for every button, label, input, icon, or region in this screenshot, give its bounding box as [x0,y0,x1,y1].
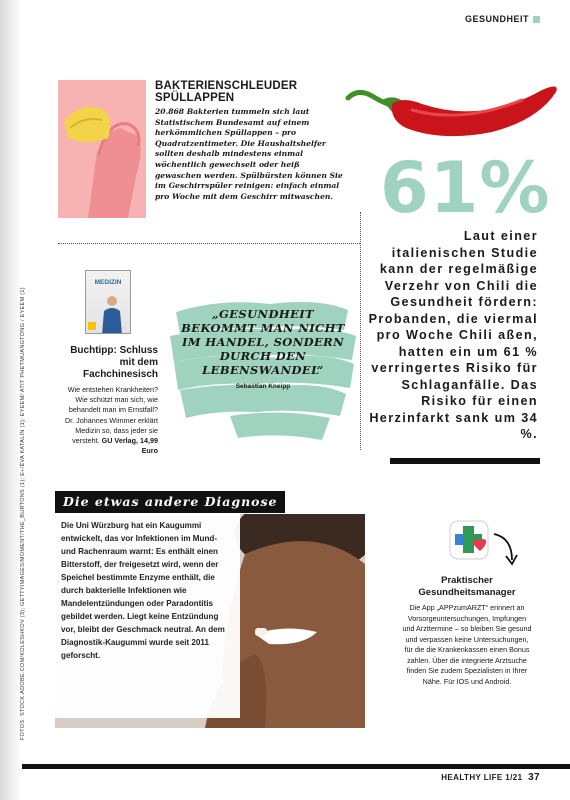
magazine-issue: HEALTHY LIFE 1/21 [441,773,523,782]
quote-text: „GESUNDHEIT BEKOMMT MAN NICHT IM HANDEL, SONDERN DURCH DEN LEBENSWANDEL“ [181,307,345,377]
sponge-article-body: 20.868 Bakterien tummeln sich laut Statistischem Bundesamt auf einem herkömmlichen Spüllappen – pro Quadratzentimeter. Die Haushaltshelfer sollten deshalb mindestens einmal wöchentlich gewechselt oder heiß gewaschen werden. Spülbürsten können Sie im Geschirrspüler reinigen: einfach einmal pro Woche mit dem Geschirr mitwaschen. [155,107,343,201]
page-footer [441,772,540,783]
book-cover-badge [88,322,96,330]
diagnosis-title: Die etwas andere Diagnose [55,491,285,513]
book-cover-image [85,270,131,334]
page-gutter-shadow [0,0,22,800]
diagnosis-text-box [55,514,240,718]
app-tip-title: Praktischer Gesundheitsmanager [418,575,516,598]
dotted-divider-horizontal [58,243,360,244]
book-cover-title: MEDIZIN [94,279,122,286]
quote-author: Sebastian Kneipp [235,383,291,390]
chili-percent-figure: 61% [380,147,551,229]
kneipp-quote [178,307,348,390]
sponge-article-title: BAKTERIENSCHLEUDER SPÜLLAPPEN [155,80,298,104]
chili-study-text: Laut einer italienischen Studie kann der regelmäßige Verzehr von Chili die Gesundheit fördern: Probanden, die viermal pro Woche Chili aßen, hatten ein um 61 % verringertes Risiko für Schlaganfälle. Das Risiko für einen Herzinfarkt sank um 34 %. [368,229,538,441]
app-tip-body: Die App „APPzumARZT“ erinnert an Vorsorgeuntersuchungen, Impfungen und Arzttermine – so bleiben Sie gesund und verpassen keine Untersuchungen, für die die Krankenkassen einen Bonus zahlen. Über die integrierte Arztsuche finden Sie zudem Spezialisten in Ihrer Nähe. Für IOS und Android. [402,603,532,686]
book-tip-description: Wie entstehen Krankheiten? Wie schützt man sich, wie behandelt man im Ernstfall? Dr. Johannes Wimmer erklärt Medizin so, dass jeder sie versteht. [64,385,158,446]
book-tip-title: Buchtipp: Schluss mit dem Fachchinesisch [70,345,158,380]
app-logo-icon [449,520,489,560]
chili-section-rule [390,458,540,464]
diagnosis-body: Die Uni Würzburg hat ein Kaugummi entwickelt, das vor Infektionen im Mund- und Rachenraum warnt: Es enthält einen Bitterstoff, der freigesetzt wird, wenn der Speichel bestimmte Enzyme enthält, die durch bakterielle Infektionen wie Mandelentzündungen oder Paradontitis gebildet werden. Liegt keine Entzündung vor, bleibt der Geschmack neutral. An dem Diagnostik-Kaugummi wurde seit 2011 geforscht. [61,521,225,660]
photo-credits: FOTOS: STOCK.ADOBE.COM/KOLESHKOV (3); GETTYIMAGES/MOMENT/THE_BURTONS (1); E+/ÉVA KATALIN (1); EYEEM/ ATIT PHETMUANGTONG / EYEEM (1) [20,287,26,740]
section-label: GESUNDHEIT [464,14,529,24]
sponge-glove-image [58,80,146,218]
section-marker-square [533,16,540,23]
book-tip-body [58,385,158,456]
app-tip [402,575,532,687]
pointer-arrow-icon [490,530,520,570]
footer-rule [22,764,570,769]
sponge-article [155,80,345,202]
page-number: 37 [528,772,540,783]
chili-pepper-image [342,74,562,144]
book-tip-publisher: GU Verlag, 14,99 Euro [101,436,158,456]
dotted-divider-vertical [360,212,361,450]
book-tip [58,345,158,456]
section-tag [465,14,540,24]
